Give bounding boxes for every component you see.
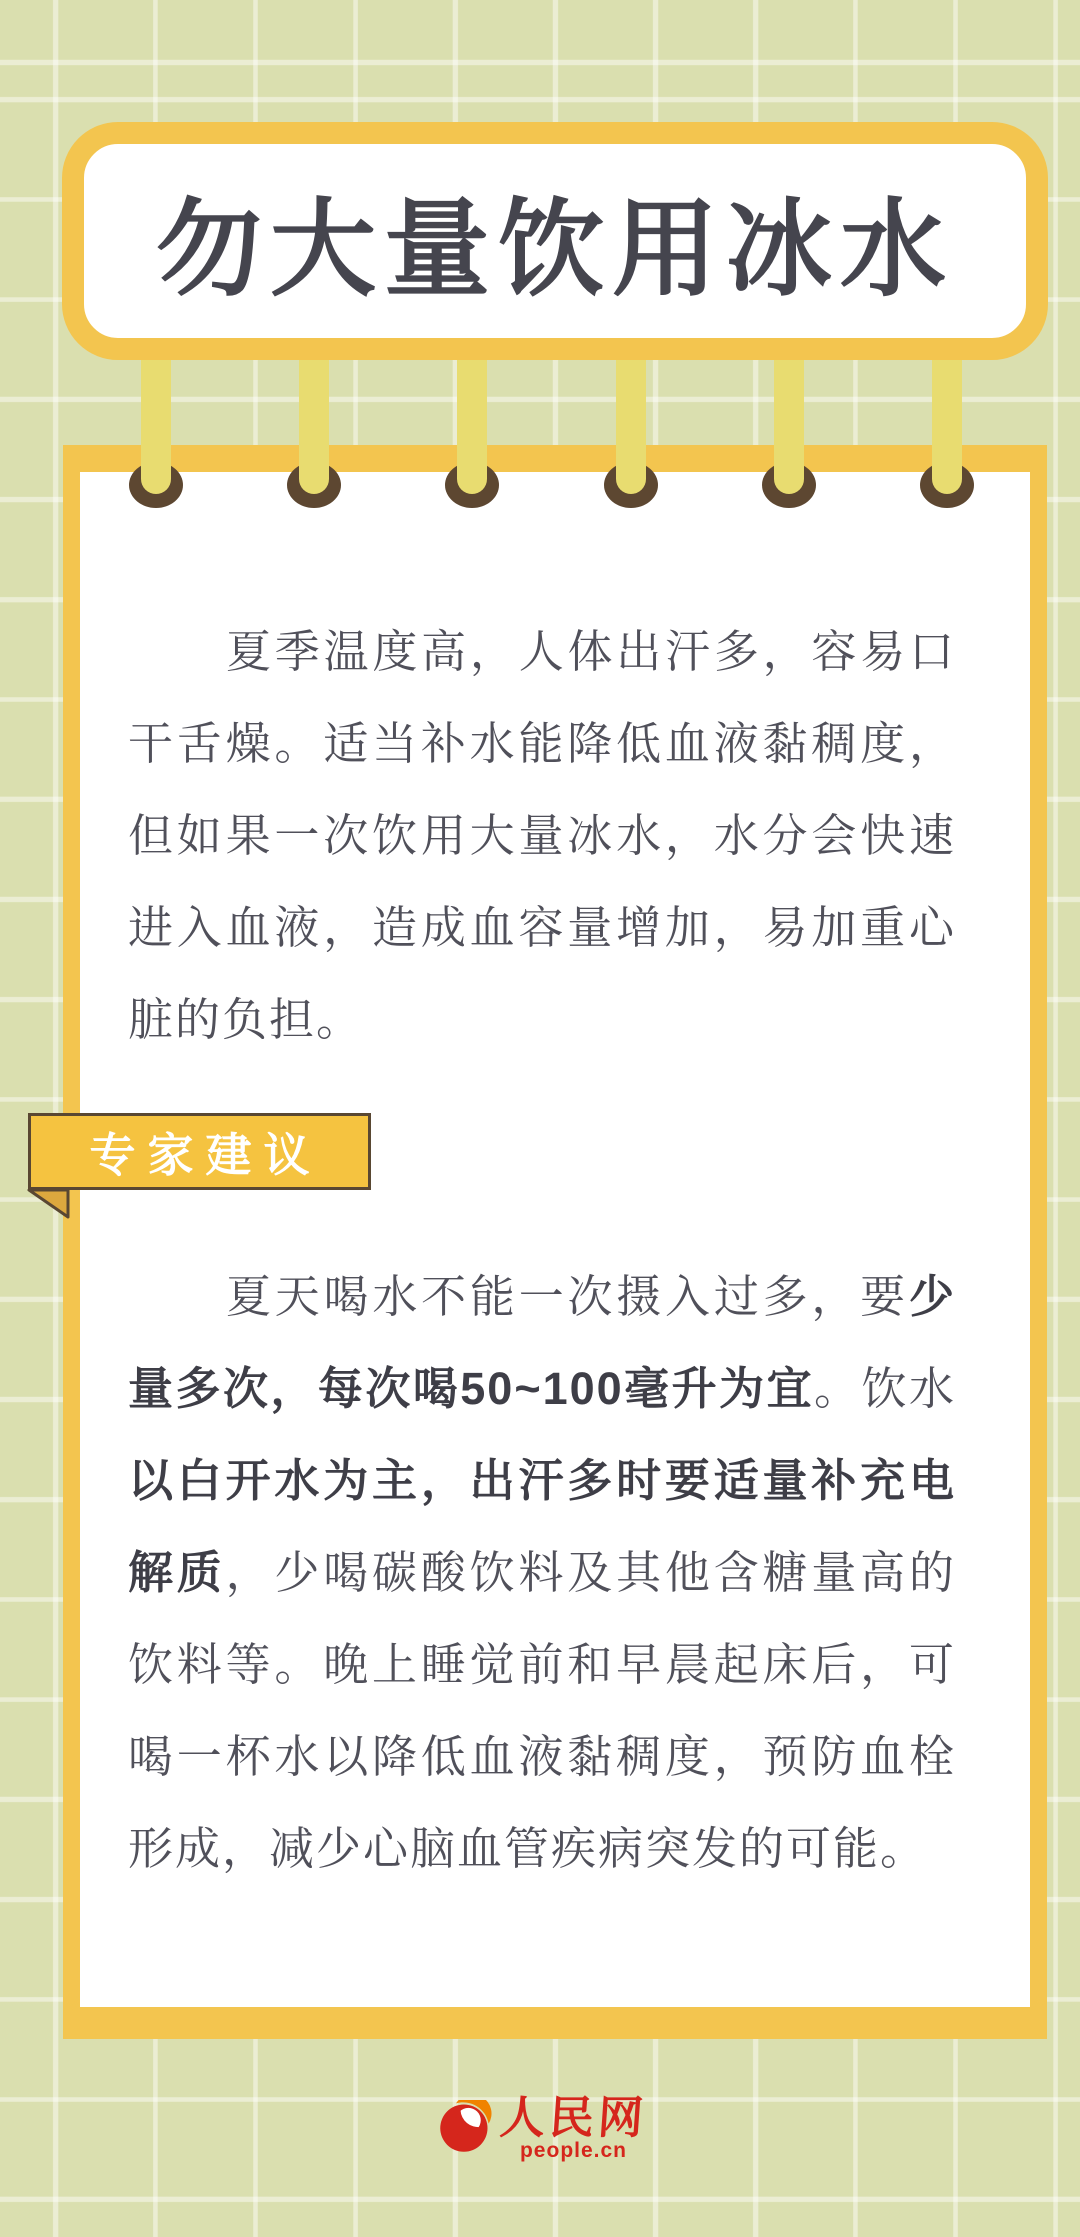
poster-title: 勿大量饮用冰水 <box>156 192 954 309</box>
expert-advice-badge <box>28 1113 371 1190</box>
paragraph-expert-advice: 夏天喝水不能一次摄入过多，要少量多次，每次喝50~100毫升为宜。饮水以白开水为主，出汗多时要适量补充电解质，少喝碳酸饮料及其他含糖量高的饮料等。晚上睡觉前和早晨起床后，可喝一杯水以降低血液黏稠度，预防血栓形成，减少心脑血管疾病突发的可能。 <box>128 1271 956 1874</box>
notebook-strap <box>932 348 962 494</box>
title-card <box>62 122 1048 360</box>
people-cn-logo-icon <box>438 2100 492 2154</box>
notebook-strap <box>141 348 171 494</box>
people-cn-logo-text <box>498 2093 649 2162</box>
notebook-strap <box>774 348 804 494</box>
logo-text-en: people.cn <box>519 2139 628 2162</box>
people-cn-logo <box>438 2093 649 2162</box>
expert-advice-label: 专家建议 <box>89 1128 322 1181</box>
notebook-strap <box>616 348 646 494</box>
paragraph-intro: 夏季温度高，人体出汗多，容易口干舌燥。适当补水能降低血液黏稠度，但如果一次饮用大量冰水，水分会快速进入血液，造成血容量增加，易加重心脏的负担。 <box>128 626 956 1045</box>
notebook-strap <box>457 348 487 494</box>
notebook-strap <box>299 348 329 494</box>
logo-text-cn: 人民网 <box>498 2093 649 2143</box>
ribbon-fold <box>27 1188 71 1220</box>
